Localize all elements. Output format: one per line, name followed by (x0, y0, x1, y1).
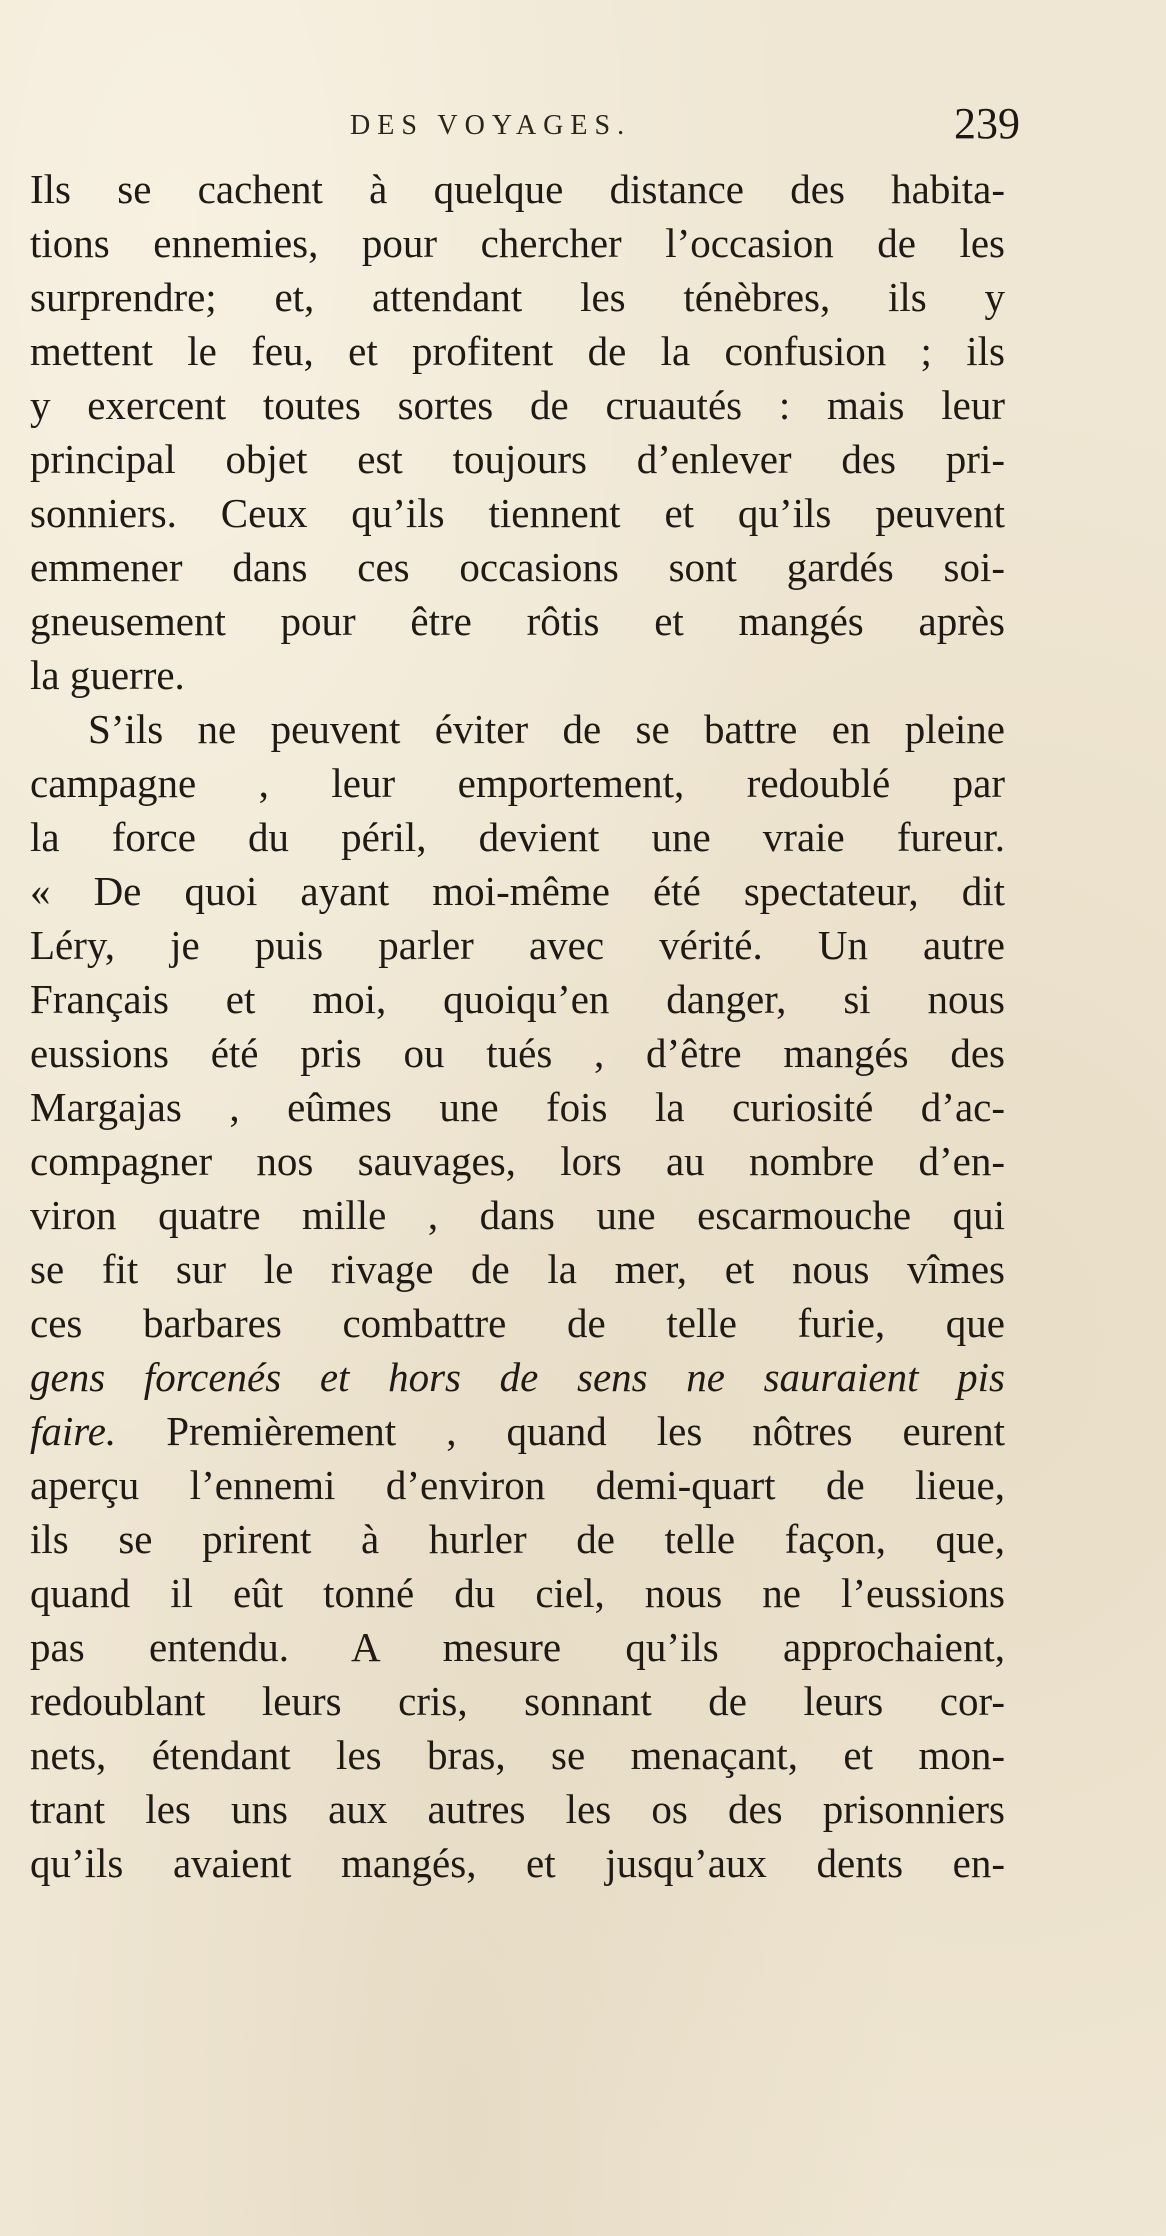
text-line: nets, étendant les bras, se menaçant, et mon- (30, 1732, 1005, 1778)
text-line: compagner nos sauvages, lors au nombre d’en- (30, 1138, 1005, 1184)
text-line: campagne , leur emportement, redoublé par (30, 760, 1005, 806)
text-line: la guerre. (30, 652, 185, 698)
text-line: emmener dans ces occasions sont gardés soi- (30, 544, 1005, 590)
text-line: gneusement pour être rôtis et mangés après (30, 598, 1005, 644)
italic-line: gens forcenés et hors de sens ne sauraient pis (30, 1354, 1005, 1400)
text-line: redoublant leurs cris, sonnant de leurs cor- (30, 1678, 1005, 1724)
text-line: « De quoi ayant moi-même été spectateur, dit (30, 868, 1005, 914)
text-line: eussions été pris ou tués , d’être mangés des (30, 1030, 1005, 1076)
page-number: 239 (954, 99, 1020, 148)
text-line: Margajas , eûmes une fois la curiosité d’ac- (30, 1084, 1005, 1130)
running-head (30, 99, 1040, 148)
paragraph-start: S’ils ne peuvent éviter de se battre en pleine (88, 706, 1005, 752)
text-line: tions ennemies, pour chercher l’occasion de les (30, 220, 1005, 266)
text-line: trant les uns aux autres les os des prisonniers (30, 1786, 1005, 1832)
text-line: la force du péril, devient une vraie fureur. (30, 814, 1005, 860)
italic-fragment: faire. (30, 1408, 117, 1454)
body-text (30, 162, 1005, 1890)
text-line: mettent le feu, et profitent de la confusion ; ils (30, 328, 1005, 374)
text-line: se fit sur le rivage de la mer, et nous vîmes (30, 1246, 1005, 1292)
text-line: qu’ils avaient mangés, et jusqu’aux dents en- (30, 1840, 1005, 1886)
text-line: pas entendu. A mesure qu’ils approchaient, (30, 1624, 1005, 1670)
line-fragment: Premièrement , quand les nôtres eurent (116, 1408, 1005, 1454)
text-line: Léry, je puis parler avec vérité. Un autre (30, 922, 1005, 968)
text-line: Ils se cachent à quelque distance des habita- (30, 166, 1005, 212)
text-line: ces barbares combattre de telle furie, que (30, 1300, 1005, 1346)
running-title: DES VOYAGES. (350, 110, 632, 141)
text-line: ils se prirent à hurler de telle façon, que, (30, 1516, 1005, 1562)
text-line: quand il eût tonné du ciel, nous ne l’eussions (30, 1570, 1005, 1616)
mixed-line (30, 1404, 1005, 1458)
text-line: principal objet est toujours d’enlever des pri- (30, 436, 1005, 482)
text-line: y exercent toutes sortes de cruautés : mais leur (30, 382, 1005, 428)
text-line: aperçu l’ennemi d’environ demi-quart de lieue, (30, 1462, 1005, 1508)
text-line: viron quatre mille , dans une escarmouche qui (30, 1192, 1005, 1238)
text-line: sonniers. Ceux qu’ils tiennent et qu’ils peuvent (30, 490, 1005, 536)
text-line: surprendre; et, attendant les ténèbres, ils y (30, 274, 1005, 320)
text-line: Français et moi, quoiqu’en danger, si nous (30, 976, 1005, 1022)
